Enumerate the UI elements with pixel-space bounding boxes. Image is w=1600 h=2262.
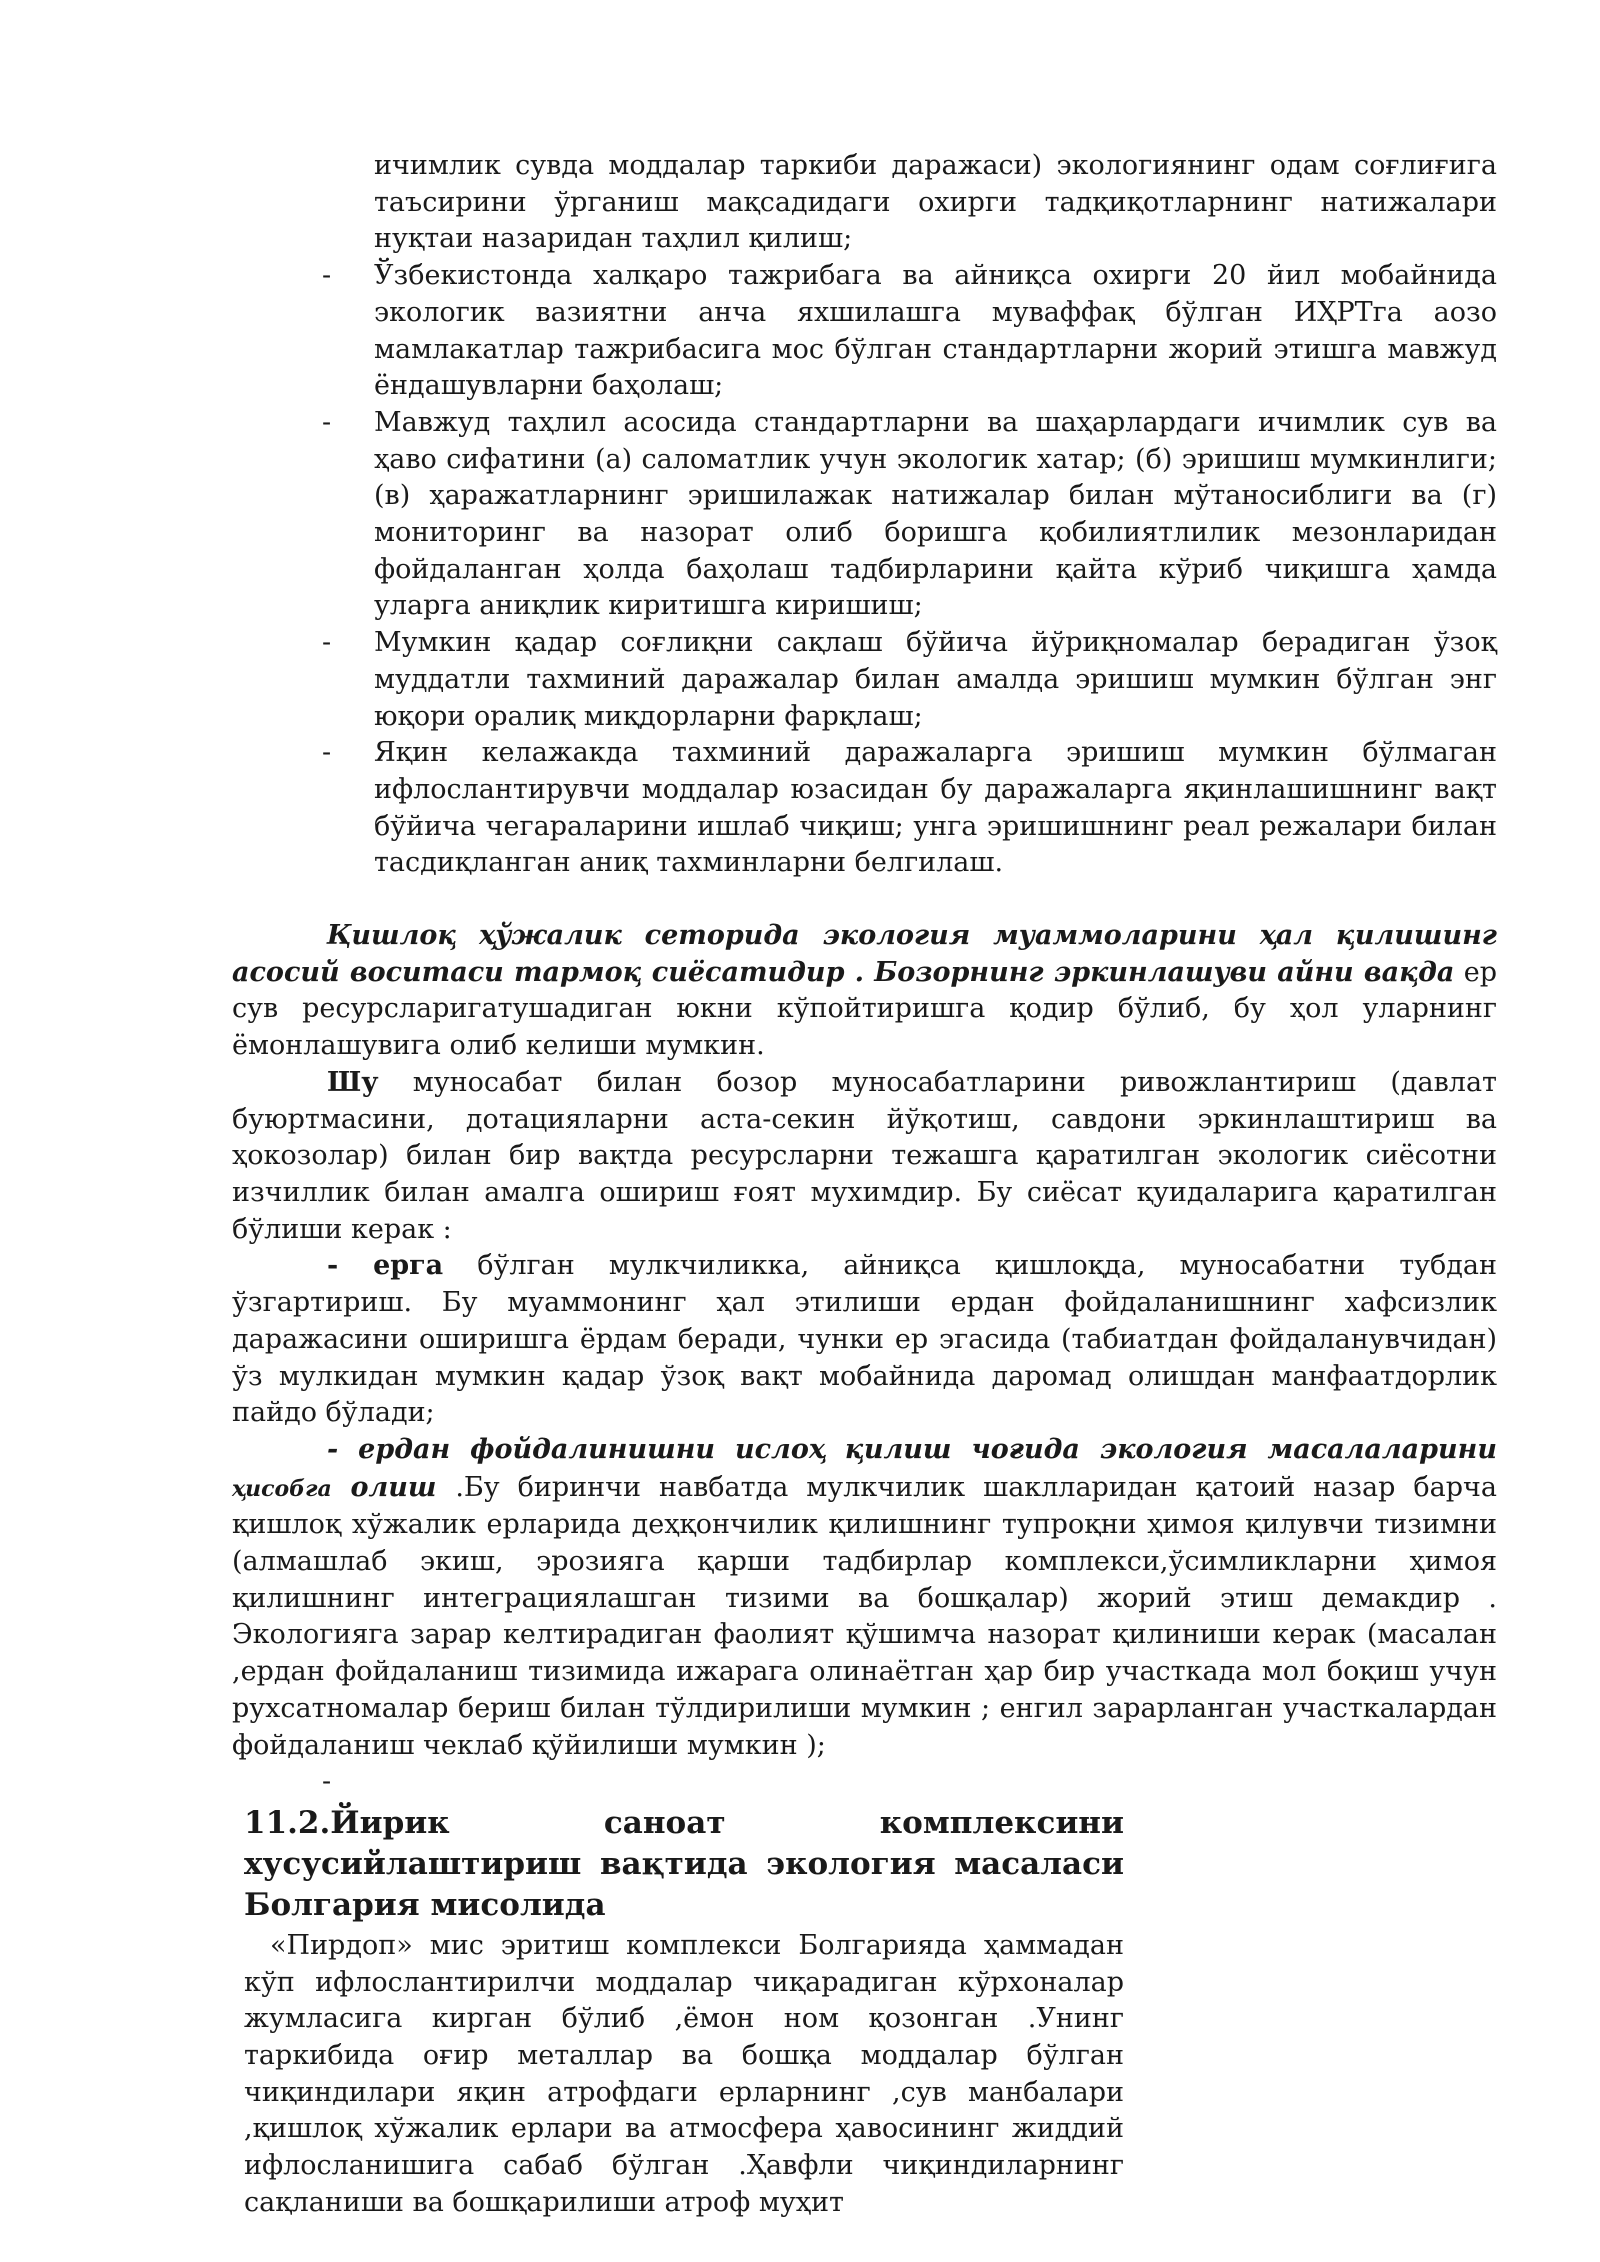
section-body: «Пирдоп» мис эритиш комплекси Болгарияда ҳаммадан кўп ифлослантирилчи моддалар чиқарадиган кўрхоналар жумласига кирган бўлиб ,ёмон ном қозонган .Унинг таркибида оғир металлар ва бошқа моддалар бўлган чиқиндилари яқин атрофдаги ерларнинг ,сув манбалари ,қишлоқ хўжалик ерлари ва атмосфера ҳавосининг жиддий ифлосланишига сабаб бўлган .Ҳавфли чиқиндиларнинг сақланиши ва бошқарилиши атроф муҳит [244, 1929, 1124, 2218]
list-item-text: Ўзбекистонда халқаро тажрибага ва айниқса охирги 20 йил мобайнида экологик вазиятни анча яхшилашга муваффақ бўлган ИҲРТга аозо мамлакатлар тажрибасига мос бўлган стандартларни жорий этишга мавжуд ёндашувларни баҳолаш; [374, 260, 1497, 402]
list-item [322, 735, 1497, 882]
list-item-text: Яқин келажакда тахминий даражаларга эришиш мумкин бўлмаган ифлослантирувчи моддалар юзасидан бу даражаларга яқинлашишнинг вақт бўйича чегараларини ишлаб чиқиш; унга эришишнинг реал режалари билан тасдиқланган аниқ тахминларни белгилаш. [374, 737, 1497, 879]
emphasis-text: олиш [331, 1471, 456, 1503]
emphasis-text: Қишлоқ ҳўжалик сеторида экология муаммоларини ҳал қилишинг асосий воситаси тармоқ сиёсатидир . Бозорнинг эркинлашуви айни вақда [232, 920, 1497, 988]
section-heading: 11.2.Йирик саноат комплексини хусусийлаштириш вақтида экология масаласи Болгария мисолида [244, 1804, 1124, 1923]
list-dash: - [322, 627, 332, 659]
list-dash: - [322, 260, 332, 292]
emphasis-text: Шу [327, 1066, 379, 1098]
list-dash: - [322, 406, 332, 438]
paragraph-gap [232, 882, 1497, 918]
body-text: бўлган мулкчиликка, айниқса қишлоқда, муносабатни тубдан ўзгартириш. Бу муаммонинг ҳал этилиши ердан фойдаланишнинг хафсизлик даражасини оширишга ёрдам беради, чунки ер эгасида (табиатдан фойдаланувчидан) ўз мулкидан мумкин қадар ўзоқ вақт мобайнида даромад олишдан манфаатдорлик пайдо бўлади; [232, 1250, 1498, 1429]
emphasis-text: - ердан фойдалинишни ислоҳ қилиш чоғида экология масалаларини [327, 1433, 1497, 1465]
paragraph-agri-policy [232, 918, 1497, 1065]
list-item [322, 258, 1497, 405]
paragraph-land-ownership [232, 1248, 1497, 1432]
list-dash: - [322, 1766, 332, 1798]
emphasis-text: - ерга [327, 1250, 444, 1282]
paragraph-market-relations [232, 1065, 1497, 1249]
list-item-text: Мумкин қадар соғлиқни сақлаш бўйича йўриқномалар берадиган ўзоқ муддатли тахминий даражалар билан амалда эришиш мумкин бўлган энг юқори оралиқ миқдорларни фарқлаш; [374, 627, 1497, 732]
list-item [322, 405, 1497, 625]
body-text: .Бу биринчи навбатда мулкчилик шаклларидан қатоий назар барча қишлоқ хўжалик ерларида деҳқончилик қилишнинг тупроқни ҳимоя қилувчи тизимни (алмашлаб экиш, эрозияга қарши тадбирлар комплекси,ўсимликларни ҳимоя қилишнинг интеграциялашган тизими ва бошқалар) жорий этиш демакдир . Экологияга зарар келтирадиган фаолият қўшимча назорат қилиниши керак (масалан ,ердан фойдаланиш тизимида ижарага олинаётган ҳар бир участкада мол боқиш учун рухсатномалар бериш билан тўлдирилиши мумкин ; енгил зарарланган участкалардан фойдаланиш чеклаб қўйилиши мумкин ); [232, 1471, 1497, 1761]
body-text: муносабат билан бозор муносабатларини ривожлантириш (давлат буюртмасини, дотацияларни аста-секин йўқотиш, савдони эркинлаштириш ва ҳокозолар) билан бир вақтда ресурсларни тежашга қаратилган экологик сиёсотни изчиллик билан амалга ошириш ғоят мухимдир. Бу сиёсат қуидаларига қаратилган бўлиши керак : [232, 1066, 1497, 1245]
list-item-text: Мавжуд таҳлил асосида стандартларни ва шаҳарлардаги ичимлик сув ва ҳаво сифатини (а) саломатлик учун экологик хатар; (б) эришиш мумкинлиги; (в) ҳаражатларнинг эришилажак натижалар билан мўтаносиблиги ва (г) мониторинг ва назорат олиб боришга қобилиятлилик мезонларидан фойдаланган ҳолда баҳолаш тадбирларини қайта кўриб чиқишга ҳамда уларга аниқлик киритишга киришиш; [374, 406, 1497, 622]
body-text: ер сув ресурсларигатушадиган юкни кўпойтиришга қодир бўлиб, бу ҳол уларнинг ёмонлашувига олиб келиши мумкин. [232, 956, 1497, 1062]
emphasis-text-small: ҳисобга [232, 1475, 332, 1502]
list-item [322, 625, 1497, 735]
list-continuation: ичимлик сувда моддалар таркиби даражаси) экологиянинг одам соғлиғига таъсирини ўрганиш мақсадидаги охирги тадқиқотларнинг натижалари нуқтаи назаридан таҳлил қилиш; [374, 150, 1497, 255]
section-11-2 [244, 1803, 1124, 2222]
recommendation-list [322, 258, 1497, 882]
paragraph-land-reform [232, 1432, 1497, 1764]
list-dash: - [322, 737, 332, 769]
